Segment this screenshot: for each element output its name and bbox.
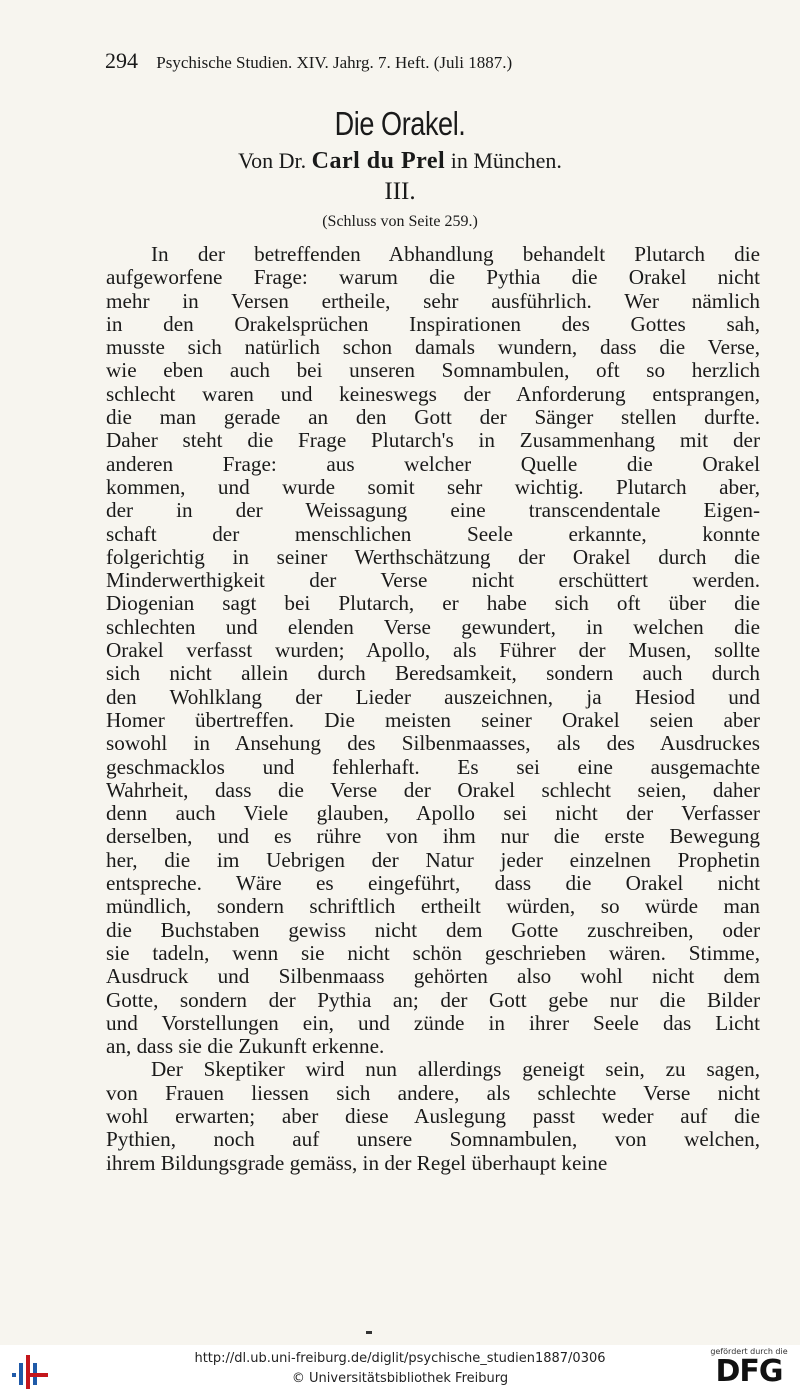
text-line: den Wohlklang der Lieder auszeichnen, ja Hesiod und (106, 685, 760, 709)
byline (0, 148, 800, 175)
text-line: denn auch Viele glauben, Apollo sei nicht der Verfasser (106, 802, 760, 826)
text-line: und Vorstellungen ein, und zünde in ihrer Seele das Licht (106, 1011, 760, 1035)
text-line: Orakel verfasst wurden; Apollo, als Führer der Musen, sollte (106, 639, 760, 663)
running-head (105, 48, 685, 74)
text-line: ihrem Bildungsgrade gemäss, in der Regel überhaupt keine (106, 1151, 608, 1175)
text-line: wohl erwarten; aber diese Auslegung passt weder auf die (106, 1104, 760, 1128)
text-line: geschmacklos und fehlerhaft. Es sei eine ausgemachte (106, 755, 760, 779)
text-line: In der betreffenden Abhandlung behandelt Plutarch die (151, 243, 760, 266)
text-line: sowohl in Ansehung des Silbenmaasses, als des Ausdruckes (106, 732, 760, 756)
text-line: sie tadeln, wenn sie nicht schön geschrieben wären. Stimme, (106, 941, 760, 965)
text-line: der in der Weissagung eine transcendentale Eigen- (106, 499, 760, 523)
text-line: Homer übertreffen. Die meisten seiner Orakel seien aber (106, 708, 760, 732)
text-line: wie eben auch bei unseren Somnambulen, oft so herzlich (106, 359, 760, 383)
byline-suffix: in München. (450, 148, 562, 173)
text-line: an, dass sie die Zukunft erkenne. (106, 1035, 385, 1059)
dfg-logo (706, 1347, 792, 1393)
text-line: musste sich natürlich schon damals wundern, dass die Verse, (106, 336, 760, 360)
text-line: derselben, und es rühre von ihm nur die erste Bewegung (106, 825, 760, 849)
body-text (106, 243, 760, 1175)
text-line: her, die im Uebrigen der Natur jeder einzelnen Prophetin (106, 848, 760, 872)
continuation-note: (Schluss von Seite 259.) (322, 213, 478, 230)
source-url[interactable]: http://dl.ub.uni-freiburg.de/diglit/psychische_studien1887/0306 (194, 1351, 606, 1366)
text-line: aufgeworfene Frage: warum die Pythia die Orakel nicht (106, 266, 760, 290)
text-line: sich nicht allein durch Beredsamkeit, sondern auch durch (106, 662, 760, 686)
text-line: folgerichtig in seiner Werthschätzung der Orakel durch die (106, 545, 760, 569)
text-line: schlechten und elenden Verse gewundert, in welchen die (106, 615, 760, 639)
text-line: kommen, und wurde somit sehr wichtig. Plutarch aber, (106, 475, 760, 499)
text-line: anderen Frage: aus welcher Quelle die Orakel (106, 452, 760, 476)
footer-bar (0, 1345, 800, 1395)
text-line: die Buchstaben gewiss nicht dem Gotte zuschreiben, oder (106, 918, 760, 942)
text-line: Der Skeptiker wird nun allerdings geneigt sein, zu sagen, (151, 1058, 760, 1082)
text-line: die man gerade an den Gott der Sänger stellen durfte. (106, 406, 760, 430)
text-line: Minderwerthigkeit der Verse nicht erschüttert werden. (106, 569, 760, 593)
text-line: mündlich, sondern schriftlich ertheilt würden, so würde man (106, 895, 760, 919)
copyright-notice: © Universitätsbibliothek Freiburg (291, 1371, 509, 1386)
byline-prefix: Von Dr. (238, 148, 307, 173)
text-line: schaft der menschlichen Seele erkannte, konnte (106, 522, 760, 546)
dfg-logo-text: DFG (715, 1354, 783, 1389)
text-line: Pythien, noch auf unsere Somnambulen, von welchen, (106, 1128, 760, 1152)
part-number: III. (384, 178, 416, 205)
text-line: Gotte, sondern der Pythia an; der Gott gebe nur die Bilder (106, 988, 760, 1012)
text-line: schlecht waren und keineswegs der Anforderung entsprangen, (106, 382, 760, 406)
page-mark (366, 1331, 372, 1334)
text-line: entspreche. Wäre es eingeführt, dass die Orakel nicht (106, 872, 760, 896)
page-number: 294 (105, 48, 138, 73)
text-line: in den Orakelsprüchen Inspirationen des Gottes sah, (106, 312, 760, 336)
funder-note: gefördert durch die (710, 1347, 788, 1356)
text-line: Wahrheit, dass die Verse der Orakel schlecht seien, daher (106, 778, 760, 802)
text-line: mehr in Versen ertheile, sehr ausführlich. Wer nämlich (106, 289, 760, 313)
running-title: Psychische Studien. XIV. Jahrg. 7. Heft. (Juli 1887.) (156, 53, 513, 72)
text-line: Daher steht die Frage Plutarch's in Zusammenhang mit der (106, 429, 760, 453)
text-line: von Frauen liessen sich andere, als schlechte Verse nicht (106, 1081, 760, 1105)
text-line: Diogenian sagt bei Plutarch, er habe sich oft über die (106, 592, 760, 616)
author-name: Carl du Prel (311, 148, 446, 174)
article-title: Die Orakel. (334, 105, 466, 142)
text-line: Ausdruck und Silbenmaass gehörten also wohl nicht dem (106, 965, 760, 989)
